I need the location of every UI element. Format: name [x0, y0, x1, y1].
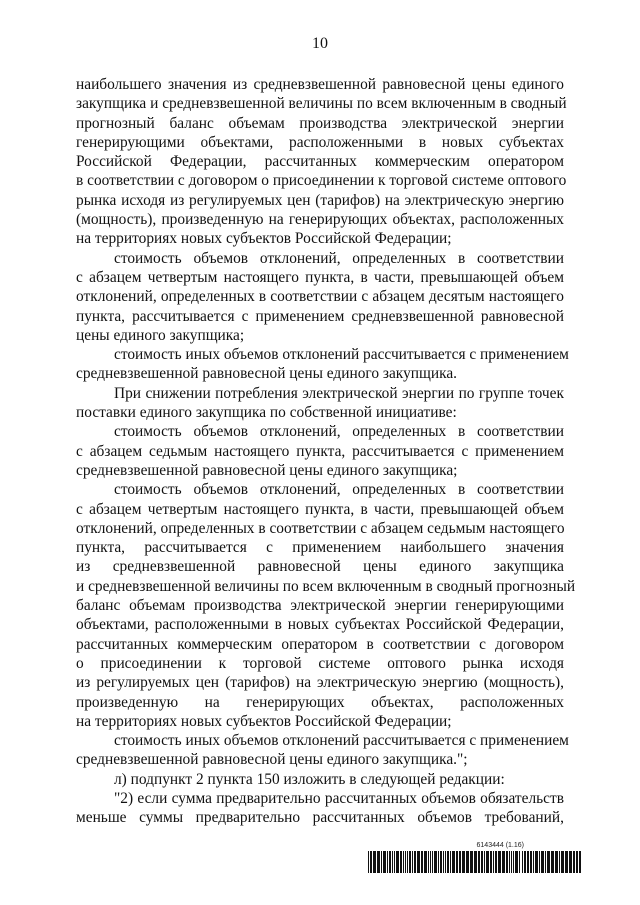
- text-line: из регулируемых цен (тарифов) на электрическую энергию (мощность),: [76, 674, 564, 692]
- text-line: генерирующими объектами, расположенными в новых субъектах: [76, 133, 564, 151]
- text-line: стоимость объемов отклонений, определенных в соответствии: [114, 249, 564, 267]
- text-line: Российской Федерации, рассчитанных коммерческим оператором: [76, 153, 564, 171]
- text-line: средневзвешенной равновесной цены единого закупщика;: [76, 461, 458, 479]
- text-line: пункта, рассчитывается с применением средневзвешенной равновесной: [76, 307, 564, 325]
- text-line: стоимость объемов отклонений, определенных в соответствии: [114, 481, 564, 499]
- text-line: стоимость иных объемов отклонений рассчитывается с применением: [114, 346, 569, 364]
- text-line: в соответствии с договором о присоединении к торговой системе оптового: [76, 172, 567, 190]
- text-line: средневзвешенной равновесной цены единого закупщика.";: [76, 751, 468, 769]
- text-line: поставки единого закупщика по собственной инициативе:: [76, 404, 457, 422]
- text-line: отклонений, определенных в соответствии с абзацем десятым настоящего: [76, 288, 564, 306]
- text-line: закупщика и средневзвешенной величины по всем включенным в сводный: [76, 95, 567, 113]
- barcode-image: [368, 851, 582, 873]
- text-line: рассчитанных коммерческим оператором в соответствии с договором: [76, 635, 564, 653]
- text-line: отклонений, определенных в соответствии с абзацем седьмым настоящего: [76, 519, 565, 537]
- text-line: баланс объемам производства электрической энергии генерирующими: [76, 597, 564, 615]
- text-line: на территориях новых субъектов Российской Федерации;: [76, 230, 452, 248]
- text-line: и средневзвешенной величины по всем включенным в сводный прогнозный: [76, 577, 576, 595]
- text-line: пункта, рассчитывается с применением наибольшего значения: [76, 539, 564, 557]
- text-line: меньше суммы предварительно рассчитанных объемов требований,: [76, 809, 564, 827]
- text-line: стоимость объемов отклонений, определенных в соответствии: [114, 423, 564, 441]
- text-line: цены единого закупщика;: [76, 326, 245, 344]
- text-line: с абзацем четвертым настоящего пункта, в части, превышающей объем: [76, 268, 564, 286]
- text-line: (мощность), произведенную на генерирующих объектах, расположенных: [76, 211, 564, 229]
- document-body: [76, 75, 576, 828]
- text-line: с абзацем седьмым настоящего пункта, рассчитывается с применением: [76, 442, 564, 460]
- text-line: о присоединении к торговой системе оптового рынка исходя: [76, 654, 564, 672]
- text-line: прогнозный баланс объемам производства электрической энергии: [76, 114, 564, 132]
- text-line: с абзацем четвертым настоящего пункта, в части, превышающей объем: [76, 500, 564, 518]
- text-line: л) подпункт 2 пункта 150 изложить в следующей редакции:: [114, 770, 505, 788]
- text-line: "2) если сумма предварительно рассчитанных объемов обязательств: [114, 789, 564, 807]
- text-line: на территориях новых субъектов Российской Федерации;: [76, 712, 452, 730]
- text-line: произведенную на генерирующих объектах, расположенных: [76, 693, 564, 711]
- barcode-block: [368, 842, 582, 873]
- text-line: из средневзвешенной равновесной цены единого закупщика: [76, 558, 564, 576]
- page-number: 10: [312, 35, 328, 52]
- text-line: стоимость иных объемов отклонений рассчитывается с применением: [114, 732, 569, 750]
- text-line: При снижении потребления электрической энергии по группе точек: [114, 384, 564, 402]
- text-line: наибольшего значения из средневзвешенной равновесной цены единого: [76, 76, 564, 93]
- text-line: средневзвешенной равновесной цены единого закупщика.: [76, 365, 458, 383]
- text-line: рынка исходя из регулируемых цен (тарифов) на электрическую энергию: [76, 191, 564, 209]
- text-line: объектами, расположенными в новых субъектах Российской Федерации,: [76, 616, 564, 634]
- document-code: 6143444 (1.16): [476, 842, 524, 849]
